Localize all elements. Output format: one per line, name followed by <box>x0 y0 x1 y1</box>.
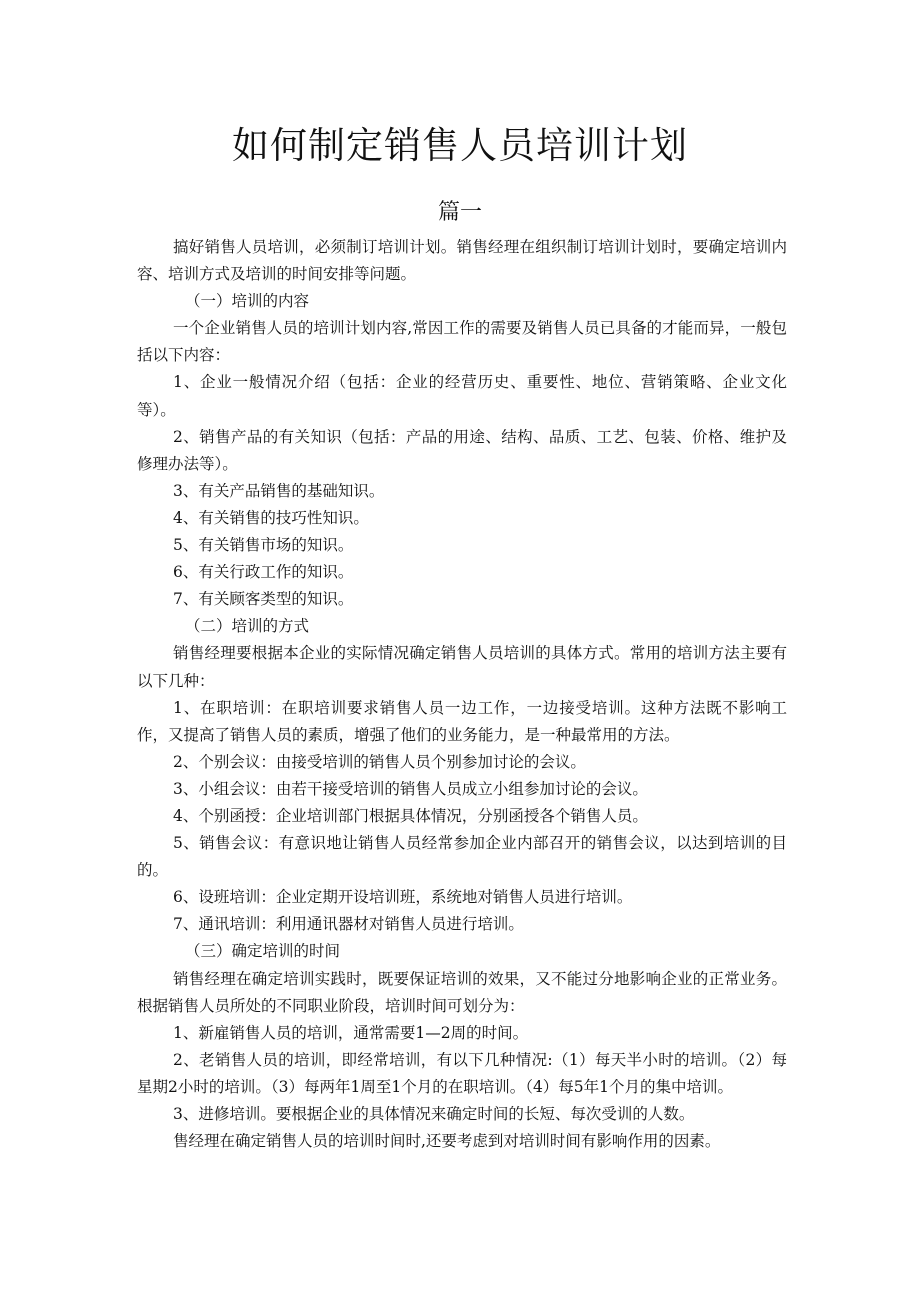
list-item: 7、通讯培训：利用通讯器材对销售人员进行培训。 <box>173 915 524 934</box>
document-body <box>137 234 787 1155</box>
list-item: 1、在职培训：在职培训要求销售人员一边工作，一边接受培训。这种方法既不影响工作，又提高了销售人员的素质，增强了他们的业务能力，是一种最常用的方法。 <box>137 698 787 744</box>
paragraph: 销售经理在确定培训实践时，既要保证培训的效果，又不能过分地影响企业的正常业务。根据销售人员所处的不同职业阶段，培训时间可划分为： <box>137 969 787 1015</box>
list-item: 5、有关销售市场的知识。 <box>173 536 354 555</box>
section-heading-content: （一）培训的内容 <box>185 292 310 311</box>
list-item: 3、小组会议：由若干接受培训的销售人员成立小组参加讨论的会议。 <box>173 779 648 798</box>
paragraph-closing: 售经理在确定销售人员的培训时间时,还要考虑到对培训时间有影响作用的因素。 <box>173 1132 721 1151</box>
list-item: 3、有关产品销售的基础知识。 <box>173 481 385 500</box>
list-item: 3、进修培训。要根据企业的具体情况来确定时间的长短、每次受训的人数。 <box>173 1105 695 1123</box>
section-heading-method: （二）培训的方式 <box>185 617 310 636</box>
list-item: 1、企业一般情况介绍（包括：企业的经营历史、重要性、地位、营销策略、企业文化等）。 <box>137 373 787 419</box>
list-item: 5、销售会议：有意识地让销售人员经常参加企业内部召开的销售会议，以达到培训的目的。 <box>137 834 787 880</box>
paragraph-intro: 搞好销售人员培训，必须制订培训计划。销售经理在组织制订培训计划时，要确定培训内容、培训方式及培训的时间安排等问题。 <box>137 238 787 284</box>
list-item: 1、新雇销售人员的培训，通常需要1—2周的时间。 <box>173 1023 529 1042</box>
list-item: 2、销售产品的有关知识（包括：产品的用途、结构、品质、工艺、包装、价格、维护及修理办法等）。 <box>137 427 787 473</box>
list-item: 4、个别函授：企业培训部门根据具体情况，分别函授各个销售人员。 <box>173 806 648 825</box>
list-item: 2、个别会议：由接受培训的销售人员个别参加讨论的会议。 <box>173 752 586 771</box>
document-title: 如何制定销售人员培训计划 <box>232 124 688 167</box>
list-item: 2、老销售人员的培训，即经常培训，有以下几种情况:（1）每天半小时的培训。（2）每星期2小时的培训。（3）每两年1周至1个月的在职培训。（4）每5年1个月的集中培训。 <box>137 1050 787 1096</box>
list-item: 6、设班培训：企业定期开设培训班，系统地对销售人员进行培训。 <box>173 888 633 907</box>
section-subtitle: 篇一 <box>437 200 482 225</box>
section-heading-time: （三）确定培训的时间 <box>185 942 341 961</box>
paragraph: 一个企业销售人员的培训计划内容,常因工作的需要及销售人员已具备的才能而异，一般包括以下内容： <box>137 319 787 365</box>
list-item: 7、有关顾客类型的知识。 <box>173 590 354 609</box>
list-item: 6、有关行政工作的知识。 <box>173 563 354 582</box>
paragraph: 销售经理要根据本企业的实际情况确定销售人员培训的具体方式。常用的培训方法主要有以下几种： <box>137 644 787 690</box>
list-item: 4、有关销售的技巧性知识。 <box>173 508 369 527</box>
